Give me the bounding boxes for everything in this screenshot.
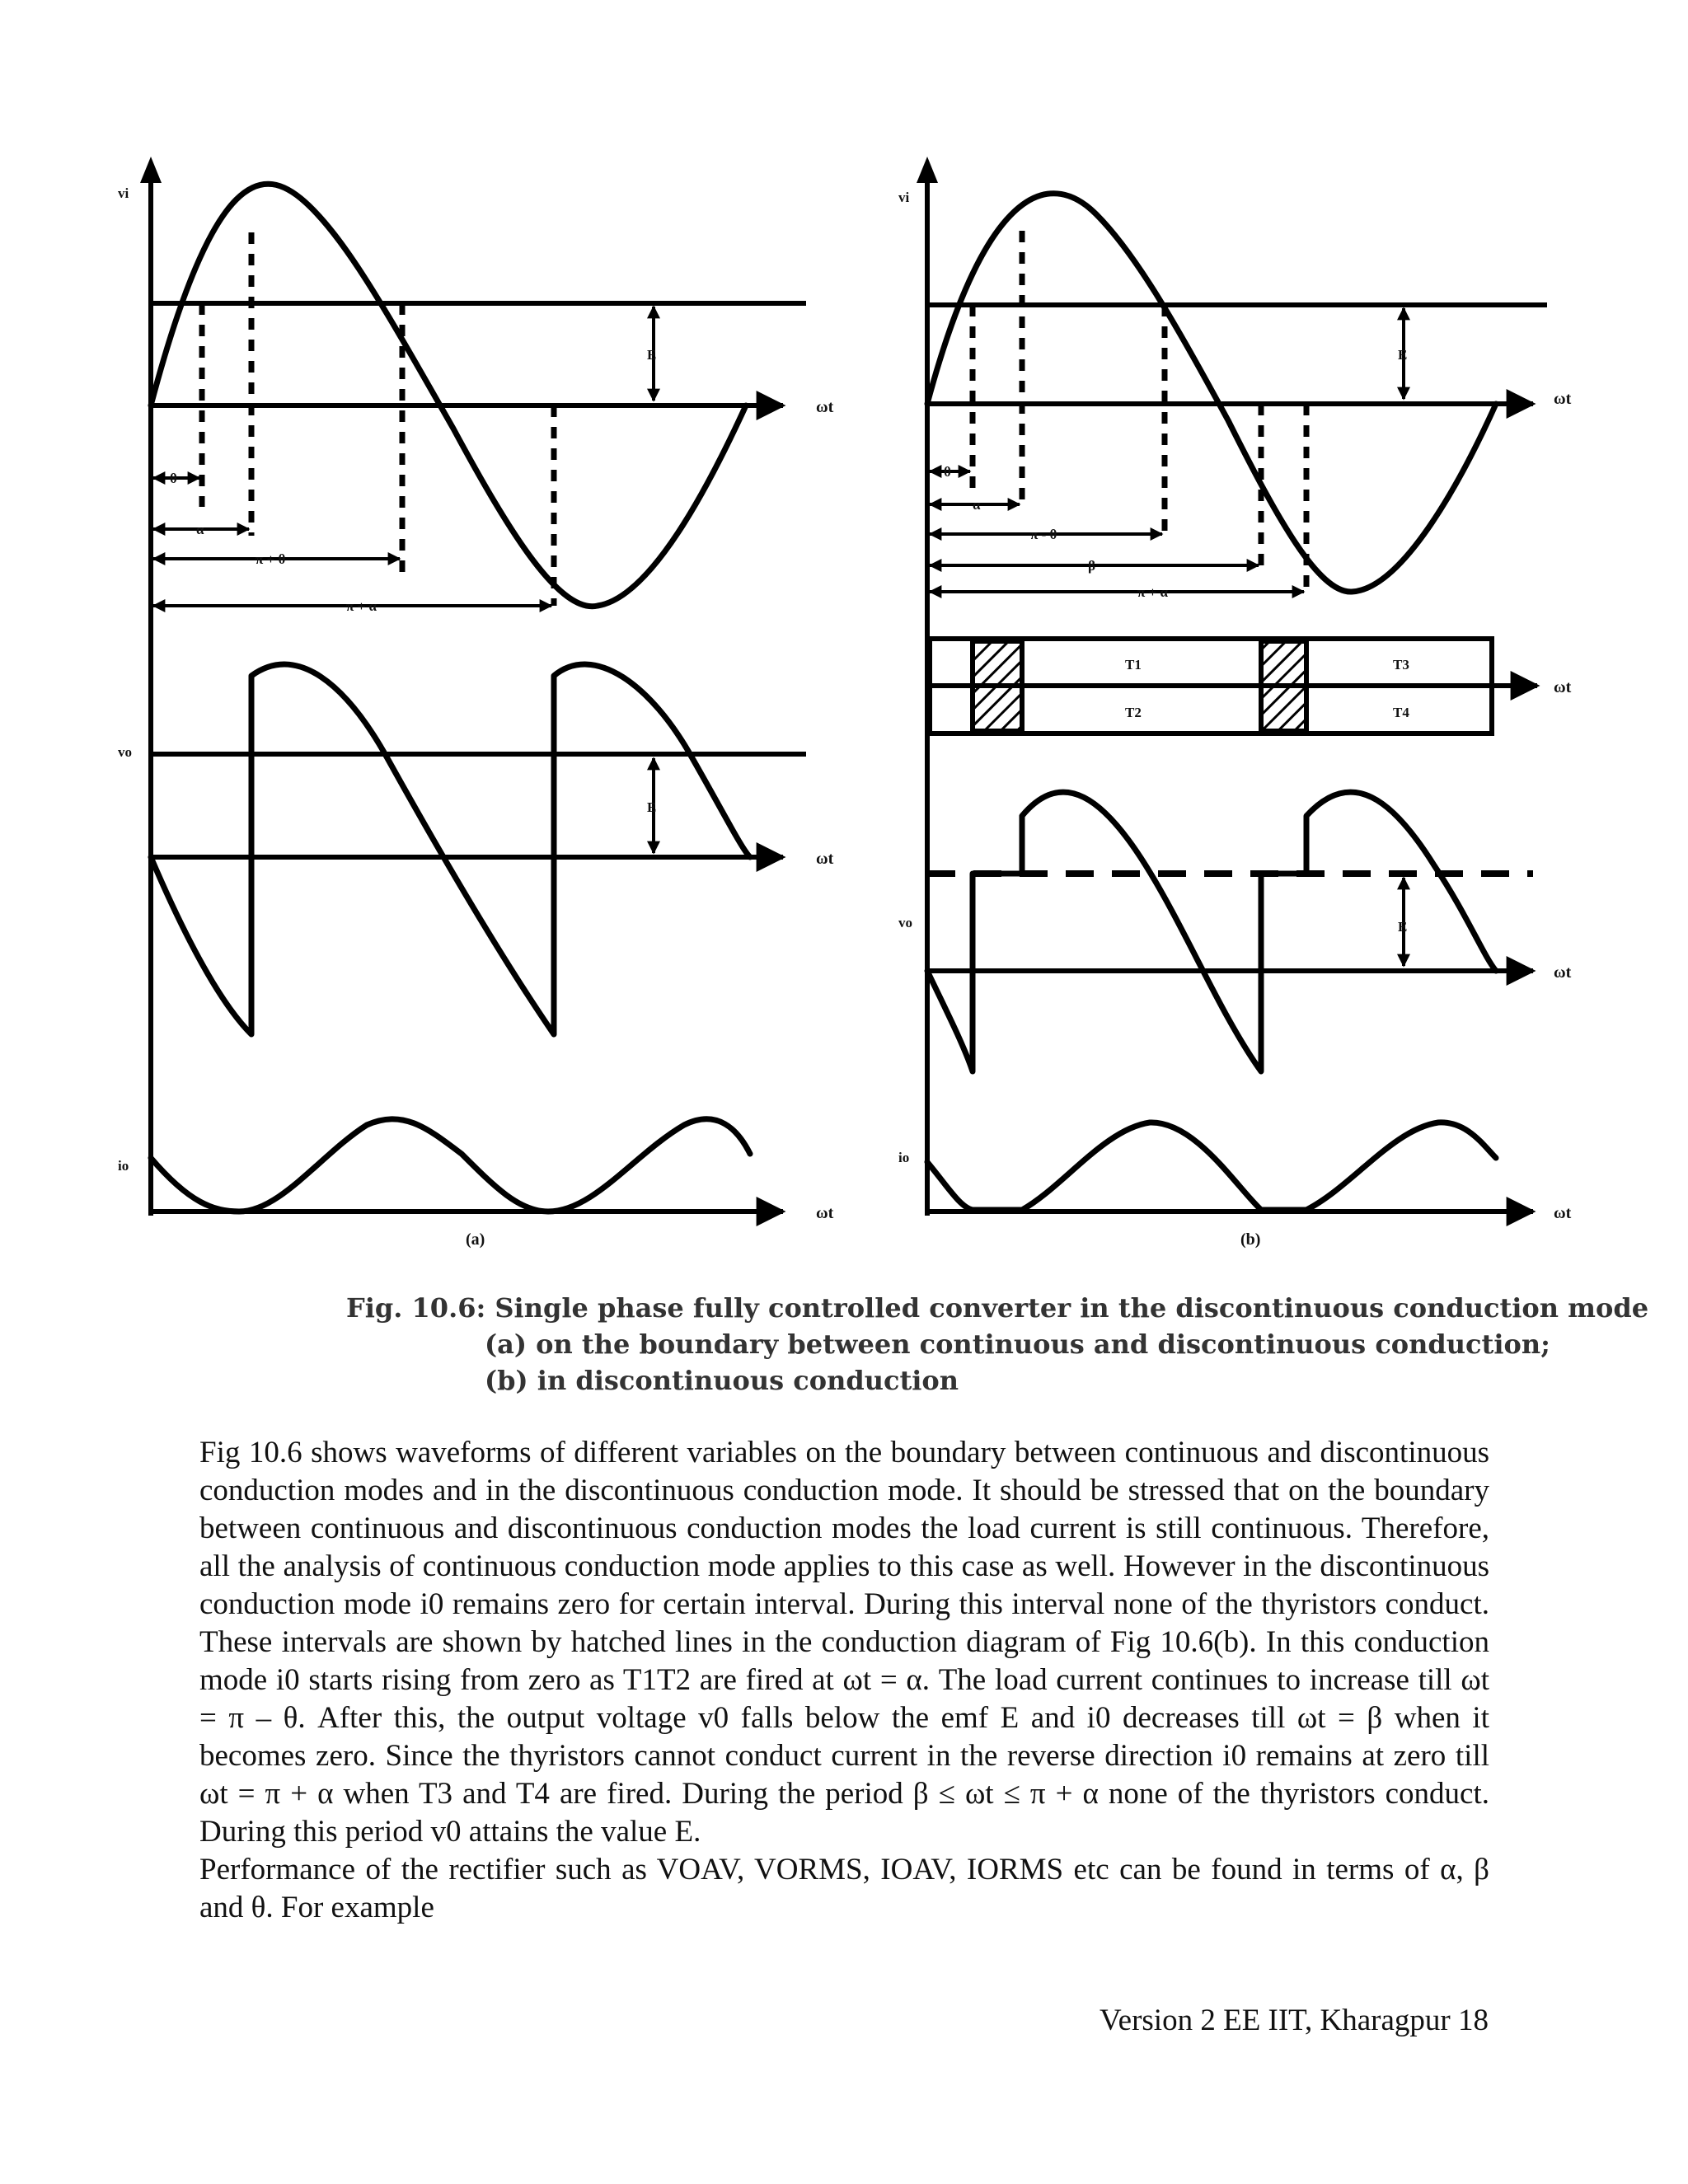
axis-label-io-a: io <box>118 1158 129 1174</box>
axis-label-vo-b: vo <box>898 915 912 930</box>
caption-line-1: Fig. 10.6: Single phase fully controlled converter in the discontinuous conduction mode <box>346 1292 1649 1324</box>
panel-a <box>118 157 834 1249</box>
vo-waveform-b <box>927 792 1496 1071</box>
conduction-diagram <box>930 639 1572 733</box>
page-footer: Version 2 EE IIT, Kharagpur 18 <box>1100 2004 1489 2037</box>
axis-label-vi-b: vi <box>898 190 910 205</box>
dim-pi-alpha-b: π + α <box>1137 584 1168 600</box>
dim-pi-alpha-a: π + α <box>346 598 377 614</box>
io-waveform-a <box>151 1119 750 1212</box>
vi-sine-a <box>151 184 746 607</box>
thyristor-T3: T3 <box>1393 657 1409 673</box>
dim-beta-b: β <box>1088 558 1095 574</box>
body-text <box>199 1434 1489 1927</box>
caption-line-3: (b) in discontinuous conduction <box>485 1365 959 1396</box>
wt-label-vi-b: ωt <box>1554 390 1572 408</box>
dim-pi-theta-a: π + θ <box>256 551 286 567</box>
E-label-vo-b: E <box>1398 919 1408 935</box>
wt-label-io-b: ωt <box>1554 1204 1572 1222</box>
panel-label-a: (a) <box>466 1230 485 1249</box>
dim-theta-b: θ <box>944 464 951 480</box>
E-label-vi-a: E <box>647 347 657 363</box>
axis-label-vo-a: vo <box>118 744 132 760</box>
vi-sine-b <box>927 194 1496 592</box>
dim-pi-minus-theta-b: π - θ <box>1030 527 1057 542</box>
caption-line-2: (a) on the boundary between continuous and discontinuous conduction; <box>485 1329 1550 1360</box>
axis-label-io-b: io <box>898 1150 910 1165</box>
wt-label-io-a: ωt <box>816 1204 834 1222</box>
wt-label-vo-a: ωt <box>816 850 834 868</box>
paragraph-1: Fig 10.6 shows waveforms of different variables on the boundary between continuous and discontinuous conduction modes and in the discontinuous conduction mode. It should be stressed that on the boundary between continuous and discontinuous conduction modes the load current is still continuous. Therefore, all the analysis of continuous conduction mode applies to this case as well. However in the discontinuous conduction mode i0 remains zero for certain interval. During this interval none of the thyristors conduct. These intervals are shown by hatched lines in the conduction diagram of Fig 10.6(b). In this conduction mode i0 starts rising from zero as T1T2 are fired at ωt = α. The load current continues to increase till ωt = π – θ. After this, the output voltage v0 falls below the emf E and i0 decreases till ωt = β when it becomes zero. Since the thyristors cannot conduct current in the reverse direction i0 remains at zero till ωt = π + α when T3 and T4 are fired. During the period β ≤ ωt ≤ π + α none of the thyristors conduct. During this period v0 attains the value E. <box>199 1436 1489 1849</box>
figure-caption <box>346 1290 1649 1399</box>
wt-label-conduction: ωt <box>1554 678 1572 696</box>
axis-label-vi-a: vi <box>118 185 129 201</box>
wt-label-vi-a: ωt <box>816 398 834 416</box>
E-label-vo-a: E <box>647 799 657 815</box>
vo-waveform-a <box>151 664 750 1034</box>
E-label-vi-b: E <box>1398 347 1408 363</box>
panel-label-b: (b) <box>1240 1230 1261 1249</box>
thyristor-T1: T1 <box>1125 657 1142 673</box>
dim-alpha-b: α <box>973 497 981 513</box>
thyristor-T4: T4 <box>1393 705 1409 720</box>
paragraph-2: Performance of the rectifier such as VOAV, VORMS, IOAV, IORMS etc can be found in terms of α, β and θ. For example <box>199 1853 1489 1924</box>
dim-alpha-a: α <box>196 522 204 537</box>
wt-label-vo-b: ωt <box>1554 963 1572 982</box>
io-waveform-b <box>927 1122 1496 1210</box>
thyristor-T2: T2 <box>1125 705 1142 720</box>
panel-b <box>898 157 1572 1249</box>
dim-theta-a: θ <box>170 471 177 486</box>
